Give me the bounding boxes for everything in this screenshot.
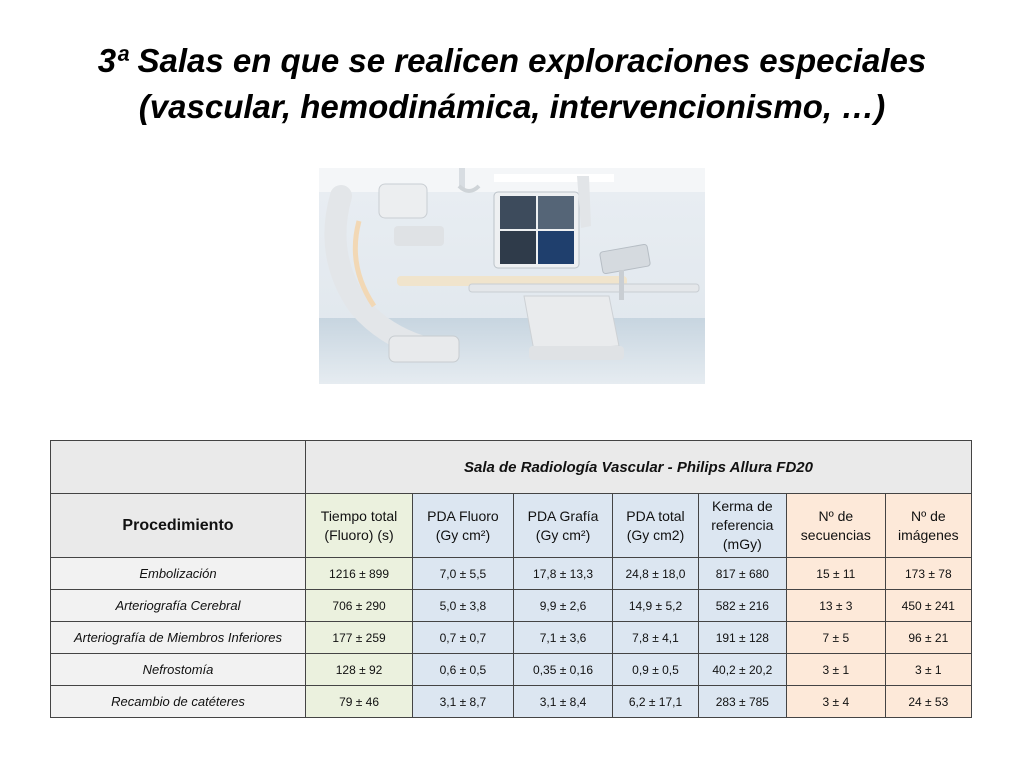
value-cell: 1216 ± 899 bbox=[306, 558, 413, 590]
value-cell: 3 ± 4 bbox=[787, 686, 886, 718]
column-header: Nº de imágenes bbox=[885, 494, 971, 558]
value-cell: 96 ± 21 bbox=[885, 622, 971, 654]
angiography-room-photo bbox=[319, 166, 705, 384]
table-row bbox=[51, 654, 972, 686]
value-cell: 128 ± 92 bbox=[306, 654, 413, 686]
value-cell: 3,1 ± 8,7 bbox=[413, 686, 514, 718]
procedure-cell: Nefrostomía bbox=[51, 654, 306, 686]
value-cell: 3 ± 1 bbox=[885, 654, 971, 686]
column-header: Tiempo total (Fluoro) (s) bbox=[306, 494, 413, 558]
column-header: Nº de secuencias bbox=[787, 494, 886, 558]
value-cell: 7,8 ± 4,1 bbox=[613, 622, 698, 654]
value-cell: 6,2 ± 17,1 bbox=[613, 686, 698, 718]
column-header: PDA Fluoro (Gy cm²) bbox=[413, 494, 514, 558]
value-cell: 15 ± 11 bbox=[787, 558, 886, 590]
value-cell: 14,9 ± 5,2 bbox=[613, 590, 698, 622]
table-corner-cell bbox=[51, 441, 306, 494]
value-cell: 3,1 ± 8,4 bbox=[513, 686, 613, 718]
value-cell: 283 ± 785 bbox=[698, 686, 786, 718]
table-row bbox=[51, 686, 972, 718]
slide-title bbox=[40, 38, 984, 130]
value-cell: 0,35 ± 0,16 bbox=[513, 654, 613, 686]
value-cell: 7,1 ± 3,6 bbox=[513, 622, 613, 654]
procedure-column-header: Procedimiento bbox=[51, 494, 306, 558]
value-cell: 17,8 ± 13,3 bbox=[513, 558, 613, 590]
slide-title-line1: 3ª Salas en que se realicen exploraciones especiales bbox=[97, 42, 927, 79]
column-header: Kerma de referencia (mGy) bbox=[698, 494, 786, 558]
value-cell: 9,9 ± 2,6 bbox=[513, 590, 613, 622]
value-cell: 817 ± 680 bbox=[698, 558, 786, 590]
procedure-cell: Arteriografía Cerebral bbox=[51, 590, 306, 622]
value-cell: 706 ± 290 bbox=[306, 590, 413, 622]
value-cell: 7 ± 5 bbox=[787, 622, 886, 654]
value-cell: 3 ± 1 bbox=[787, 654, 886, 686]
procedure-cell: Recambio de catéteres bbox=[51, 686, 306, 718]
value-cell: 582 ± 216 bbox=[698, 590, 786, 622]
value-cell: 0,7 ± 0,7 bbox=[413, 622, 514, 654]
procedure-cell: Arteriografía de Miembros Inferiores bbox=[51, 622, 306, 654]
value-cell: 173 ± 78 bbox=[885, 558, 971, 590]
table-row bbox=[51, 558, 972, 590]
value-cell: 191 ± 128 bbox=[698, 622, 786, 654]
column-header: PDA total (Gy cm2) bbox=[613, 494, 698, 558]
value-cell: 13 ± 3 bbox=[787, 590, 886, 622]
value-cell: 5,0 ± 3,8 bbox=[413, 590, 514, 622]
value-cell: 40,2 ± 20,2 bbox=[698, 654, 786, 686]
table-group-header-row bbox=[51, 441, 972, 494]
value-cell: 0,9 ± 0,5 bbox=[613, 654, 698, 686]
procedure-cell: Embolización bbox=[51, 558, 306, 590]
dose-table bbox=[50, 440, 972, 718]
slide-title-line2: (vascular, hemodinámica, intervencionismo, …) bbox=[138, 88, 886, 125]
value-cell: 177 ± 259 bbox=[306, 622, 413, 654]
table-row bbox=[51, 590, 972, 622]
value-cell: 79 ± 46 bbox=[306, 686, 413, 718]
table-row bbox=[51, 622, 972, 654]
value-cell: 7,0 ± 5,5 bbox=[413, 558, 514, 590]
value-cell: 0,6 ± 0,5 bbox=[413, 654, 514, 686]
column-header: PDA Grafía (Gy cm²) bbox=[513, 494, 613, 558]
table-column-header-row bbox=[51, 494, 972, 558]
value-cell: 450 ± 241 bbox=[885, 590, 971, 622]
table-group-header: Sala de Radiología Vascular - Philips Allura FD20 bbox=[306, 441, 972, 494]
value-cell: 24,8 ± 18,0 bbox=[613, 558, 698, 590]
value-cell: 24 ± 53 bbox=[885, 686, 971, 718]
